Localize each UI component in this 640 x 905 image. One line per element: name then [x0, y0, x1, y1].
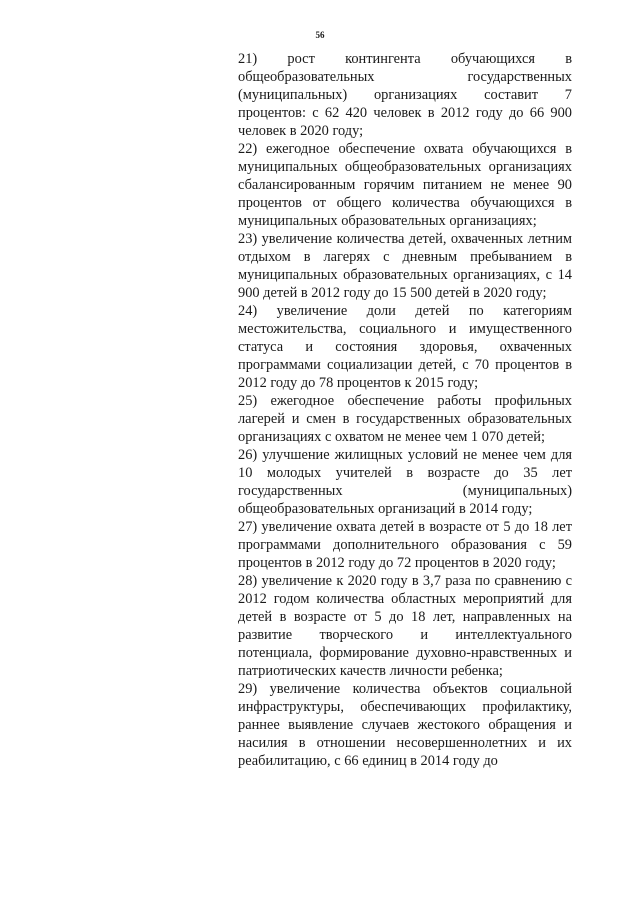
document-body [238, 50, 572, 770]
list-item-27: 27) увеличение охвата детей в возрасте от 5 до 18 лет программами дополнительного образования с 59 процентов в 2012 году до 72 процентов в 2020 году; [238, 519, 572, 571]
list-item-22: 22) ежегодное обеспечение охвата обучающихся в муниципальных общеобразовательных организациях сбалансированным горячим питанием не менее 90 процентов от общего количества обучающихся в муниципальных образовательных организациях; [238, 141, 572, 229]
list-item-21: 21) рост контингента обучающихся в общеобразовательных государственных (муниципальных) организациях составит 7 процентов: с 62 420 человек в 2012 году до 66 900 человек в 2020 году; [238, 51, 572, 139]
page-number: 56 [315, 30, 325, 40]
list-item-24: 24) увеличение доли детей по категориям местожительства, социального и имущественного статуса и состояния здоровья, охваченных программами социализации детей, с 70 процентов в 2012 году до 78 процентов к 2015 году; [238, 303, 572, 391]
list-item-26: 26) улучшение жилищных условий не менее чем для 10 молодых учителей в возрасте до 35 лет государственных (муниципальных) общеобразовательных организаций в 2014 году; [238, 447, 572, 517]
list-item-29: 29) увеличение количества объектов социальной инфраструктуры, обеспечивающих профилактику, раннее выявление случаев жестокого обращения и насилия в отношении несовершеннолетних и их реабилитацию, с 66 единиц в 2014 году до [238, 681, 572, 769]
list-item-28: 28) увеличение к 2020 году в 3,7 раза по сравнению с 2012 годом количества областных мероприятий для детей в возрасте от 5 до 18 лет, направленных на развитие творческого и интеллектуального потенциала, формирование духовно-нравственных и патриотических качеств личности ребенка; [238, 573, 572, 679]
list-item-23: 23) увеличение количества детей, охваченных летним отдыхом в лагерях с дневным пребыванием в муниципальных образовательных организациях, с 14 900 детей в 2012 году до 15 500 детей в 2020 году; [238, 231, 572, 301]
list-item-25: 25) ежегодное обеспечение работы профильных лагерей и смен в государственных образовательных организациях с охватом не менее чем 1 070 детей; [238, 393, 572, 445]
